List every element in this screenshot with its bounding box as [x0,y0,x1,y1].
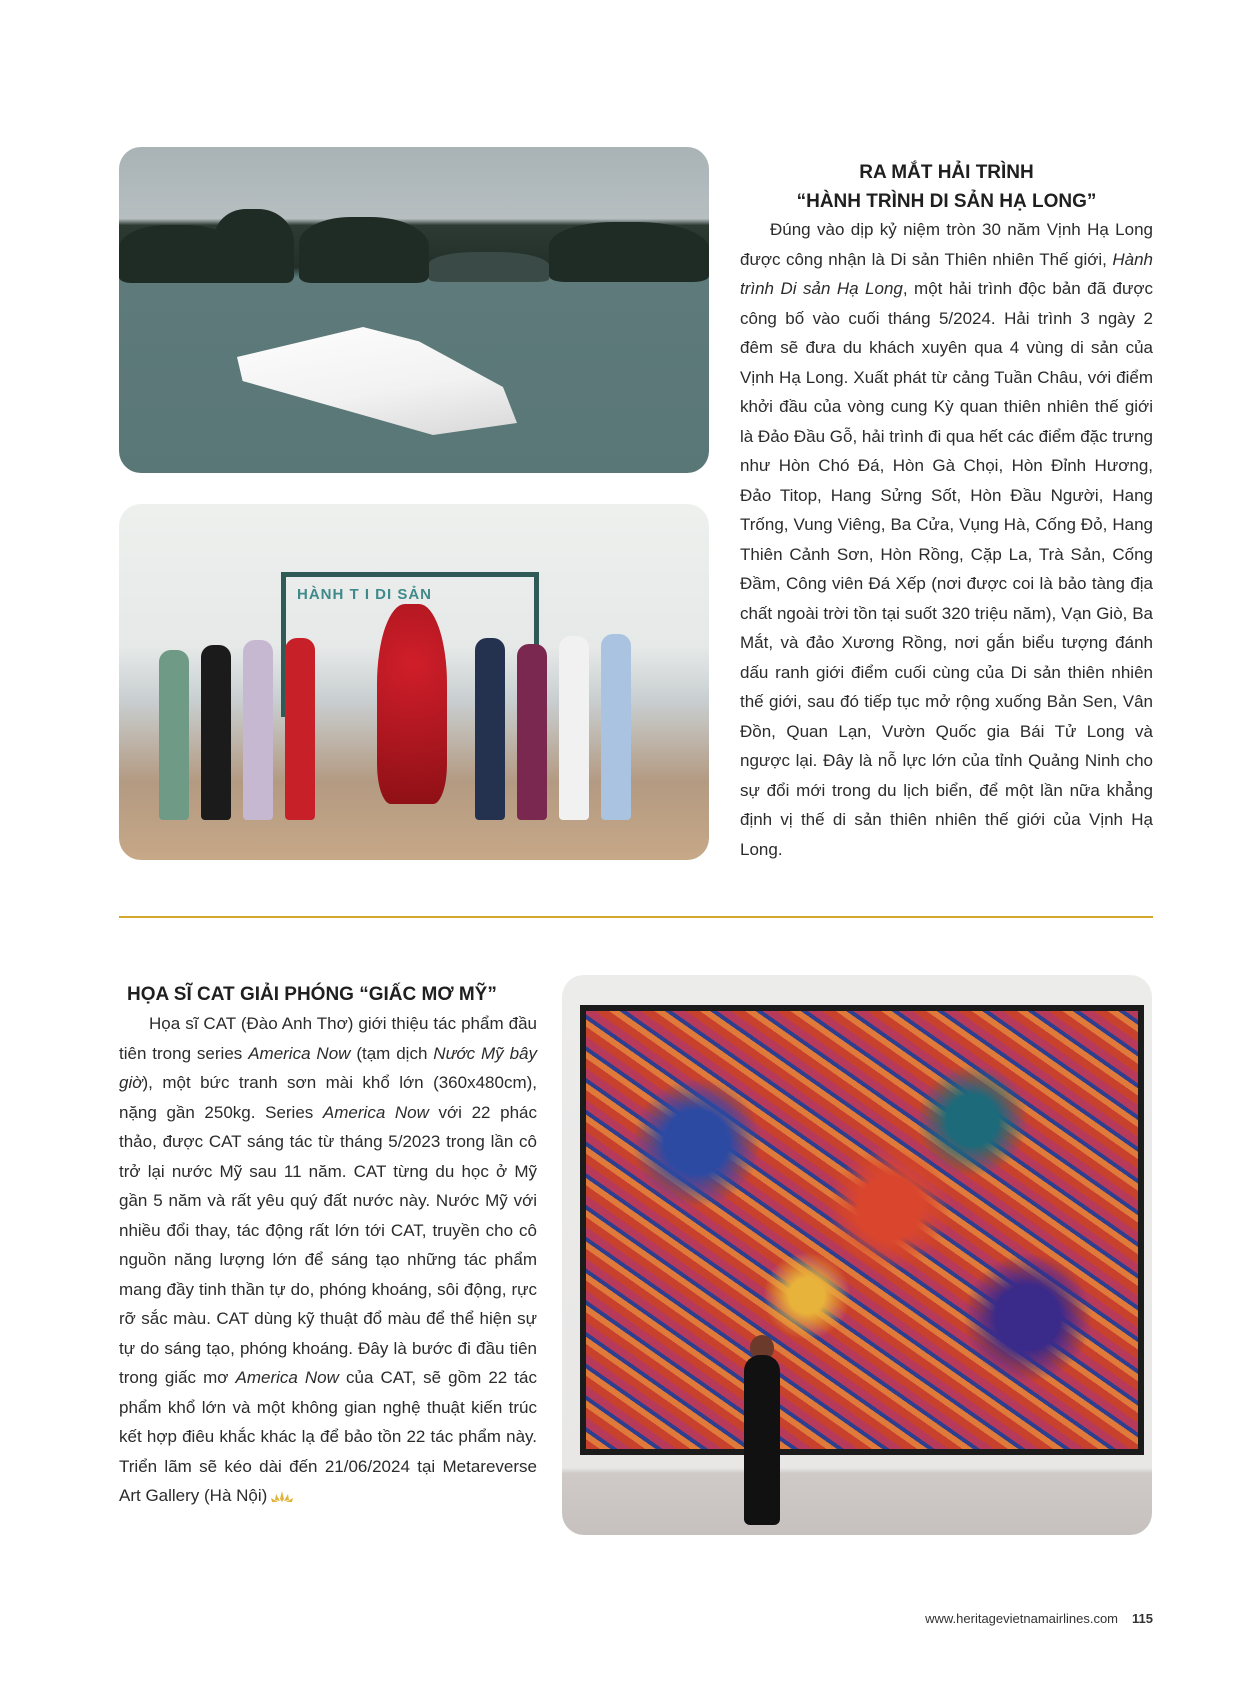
series-title: America Now [322,1102,429,1122]
article-1-text: Đúng vào dịp kỷ niệm tròn 30 năm Vịnh Hạ Long được công nhận là Di sản Thiên nhiên Thế giới, [740,220,1153,269]
article-1-title-line-1: RA MẮT HẢI TRÌNH [859,162,1034,183]
karst-island [214,209,294,283]
article-1-title [740,158,1153,216]
article-2-text: (tạm dịch [350,1043,434,1063]
series-translation: Nước Mỹ bây giờ [119,1043,537,1092]
article-2-text: với 22 phác thảo, được CAT sáng tác từ tháng 5/2023 trong lần cô trở lại nước Mỹ sau 11 năm. CAT từng du học ở Mỹ gần 5 năm và rất yêu quý đất nước này. Nước Mỹ với nhiều đổi thay, tác động rất lớn tới CAT, truyền cho cô nguồn năng lượng lớn để sáng tạo những tác phẩm mang đầy tinh thần tự do, phóng khoáng, sôi động, rực rỡ sắc màu. CAT dùng kỹ thuật đổ màu để thể hiện sự tự do sáng tạo, phóng khoáng. Đây là bước đi đầu tiên trong giấc mơ [119,1102,537,1387]
footer-website[interactable]: www.heritagevietnamairlines.com [925,1611,1119,1626]
karst-island [299,217,429,283]
painting-photo [562,975,1152,1535]
article-2-text: Họa sĩ CAT (Đào Anh Thơ) giới thiệu tác phẩm đầu tiên trong series [119,1014,537,1063]
person [243,640,273,820]
cruise-ship-photo [119,147,709,473]
article-2-title: HỌA SĨ CAT GIẢI PHÓNG “GIẤC MƠ MỸ” [127,984,497,1005]
section-divider [119,916,1153,918]
person [201,645,231,820]
person [159,650,189,820]
person [517,644,547,820]
series-title: America Now [248,1043,351,1063]
page-footer [925,1611,1153,1626]
artist-figure [744,1355,780,1525]
abstract-painting [580,1005,1144,1455]
sign-text: HÀNH T I DI SẢN [297,586,432,603]
series-title: America Now [235,1368,339,1387]
karst-island [549,222,709,282]
karst-island [429,252,549,282]
person [601,634,631,820]
person [285,638,315,820]
article-1-text: , một hải trình độc bản đã được công bố vào cuối tháng 5/2024. Hải trình 3 ngày 2 đêm sẽ đưa du khách xuyên qua 4 vùng di sản của Vịnh Hạ Long. Xuất phát từ cảng Tuần Châu, với điểm khởi đầu của vòng cung Kỳ quan thiên nhiên thế giới là Đảo Đầu Gỗ, hải trình đi qua hết các điểm đặc trưng như Hòn Chó Đá, Hòn Gà Chọi, Hòn Đỉnh Hương, Đảo Titop, Hang Sửng Sốt, Hòn Đầu Người, Hang Trống, Vung Viêng, Ba Cửa, Vụng Hà, Cống Đỏ, Hang Thiên Cảnh Sơn, Hòn Rồng, Cặp La, Trà Sản, Cống Đầm, Công viên Đá Xếp (nơi được coi là bảo tàng địa chất ngoài trời tồn tại suốt 320 triệu năm), Vạn Giò, Ba Mắt, và đảo Xương Rồng, nơi gắn biểu tượng đánh dấu ranh giới điểm cuối cùng của Di sản thiên nhiên thế giới, sau đó tiếp tục mở rộng xuống Bản Sen, Vân Đồn, Quan Lạn, Vườn Quốc gia Bái Tử Long và ngược lại. Đây là nỗ lực lớn của tỉnh Quảng Ninh cho sự đổi mới trong du lịch biển, để một lần nữa khẳng định vị thế di sản thiên nhiên thế giới của Vịnh Hạ Long. [740,279,1153,859]
cruise-ship [237,315,517,435]
lotus-icon [271,1491,293,1503]
article-1-title-line-2: “HÀNH TRÌNH DI SẢN HẠ LONG” [796,191,1097,212]
page-number: 115 [1132,1611,1153,1626]
article-1-italic-title: Hành trình Di sản Hạ Long [740,249,1153,298]
article-2-body [119,1009,537,1511]
article-2-text: ), một bức tranh sơn mài khổ lớn (360x480cm), nặng gần 250kg. Series [119,1073,537,1122]
article-2-text: của CAT, sẽ gồm 22 tác phẩm khổ lớn và một không gian nghệ thuật kiến trúc kết hợp điêu khắc khác lạ để bảo tồn 22 tác phẩm này. Triển lãm sẽ kéo dài đến 21/06/2024 tại Metareverse Art Gallery (Hà Nội) [119,1368,537,1505]
person [475,638,505,820]
ceremony-photo [119,504,709,860]
person [559,636,589,820]
article-1-body [740,215,1153,864]
flower-bouquet [377,604,447,804]
